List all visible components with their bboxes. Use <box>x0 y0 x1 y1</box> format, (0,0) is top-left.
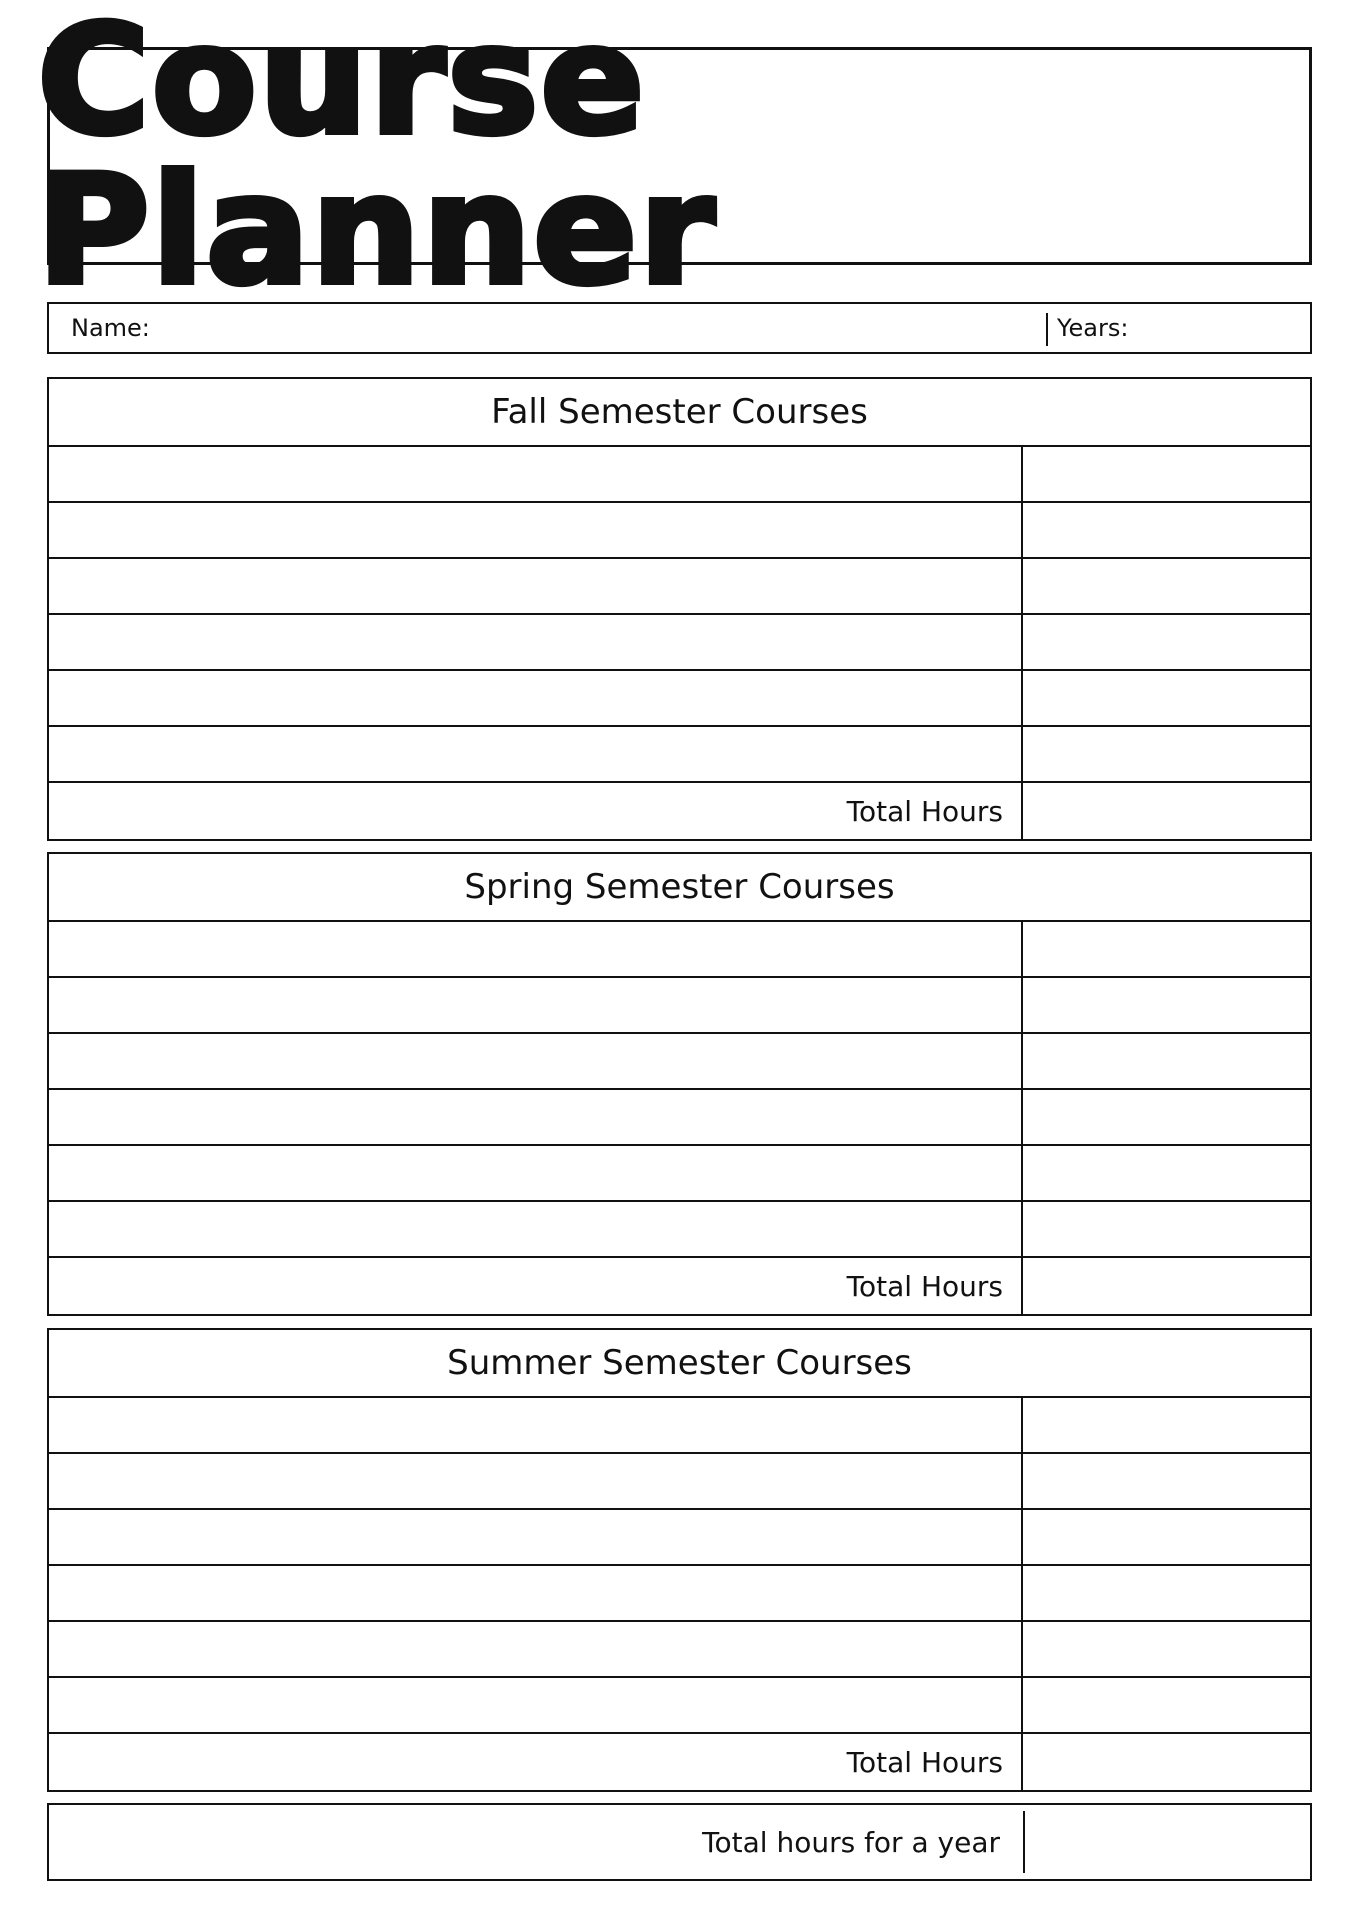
table-row[interactable] <box>49 559 1310 615</box>
table-row[interactable] <box>49 1622 1310 1678</box>
table-row[interactable] <box>49 615 1310 671</box>
total-row <box>49 783 1310 839</box>
table-row[interactable] <box>49 447 1310 503</box>
course-cell[interactable] <box>49 559 1023 613</box>
hours-cell[interactable] <box>1023 922 1310 976</box>
course-cell[interactable] <box>49 1202 1023 1256</box>
section-title: Summer Semester Courses <box>49 1330 1310 1398</box>
table-row[interactable] <box>49 1034 1310 1090</box>
hours-cell[interactable] <box>1023 1510 1310 1564</box>
table-row[interactable] <box>49 1090 1310 1146</box>
year-total-label: Total hours for a year <box>702 1826 1000 1859</box>
hours-cell[interactable] <box>1023 1678 1310 1732</box>
table-row[interactable] <box>49 1202 1310 1258</box>
hours-cell[interactable] <box>1023 1146 1310 1200</box>
years-field[interactable]: Years: <box>1057 314 1129 342</box>
course-cell[interactable] <box>49 1146 1023 1200</box>
hours-cell[interactable] <box>1023 615 1310 669</box>
hours-cell[interactable] <box>1023 1034 1310 1088</box>
hours-cell[interactable] <box>1023 1202 1310 1256</box>
course-cell[interactable] <box>49 1454 1023 1508</box>
total-hours-cell[interactable] <box>1023 1258 1310 1314</box>
total-row <box>49 1258 1310 1314</box>
section-title: Spring Semester Courses <box>49 854 1310 922</box>
course-cell[interactable] <box>49 1398 1023 1452</box>
info-bar <box>47 302 1312 354</box>
course-cell[interactable] <box>49 1510 1023 1564</box>
total-hours-label: Total Hours <box>49 783 1023 839</box>
table-row[interactable] <box>49 1146 1310 1202</box>
table-row[interactable] <box>49 727 1310 783</box>
hours-cell[interactable] <box>1023 1398 1310 1452</box>
total-hours-cell[interactable] <box>1023 783 1310 839</box>
name-field[interactable]: Name: <box>71 314 150 342</box>
total-hours-cell[interactable] <box>1023 1734 1310 1790</box>
table-row[interactable] <box>49 1510 1310 1566</box>
hours-cell[interactable] <box>1023 978 1310 1032</box>
table-row[interactable] <box>49 1566 1310 1622</box>
table-row[interactable] <box>49 1678 1310 1734</box>
title-box <box>37 0 1312 318</box>
course-cell[interactable] <box>49 727 1023 781</box>
total-hours-label: Total Hours <box>49 1258 1023 1314</box>
course-cell[interactable] <box>49 1678 1023 1732</box>
table-row[interactable] <box>49 1398 1310 1454</box>
section-fall <box>47 377 1312 841</box>
course-cell[interactable] <box>49 1566 1023 1620</box>
hours-cell[interactable] <box>1023 1454 1310 1508</box>
course-cell[interactable] <box>49 447 1023 501</box>
table-row[interactable] <box>49 1454 1310 1510</box>
course-cell[interactable] <box>49 503 1023 557</box>
info-divider <box>1046 313 1048 346</box>
course-cell[interactable] <box>49 922 1023 976</box>
course-cell[interactable] <box>49 978 1023 1032</box>
section-summer <box>47 1328 1312 1792</box>
hours-cell[interactable] <box>1023 559 1310 613</box>
table-row[interactable] <box>49 978 1310 1034</box>
section-spring <box>47 852 1312 1316</box>
hours-cell[interactable] <box>1023 671 1310 725</box>
hours-cell[interactable] <box>1023 1566 1310 1620</box>
year-total-divider <box>1023 1811 1025 1873</box>
table-row[interactable] <box>49 922 1310 978</box>
section-title: Fall Semester Courses <box>49 379 1310 447</box>
table-row[interactable] <box>49 503 1310 559</box>
total-hours-label: Total Hours <box>49 1734 1023 1790</box>
course-cell[interactable] <box>49 615 1023 669</box>
year-total-box <box>47 1803 1312 1881</box>
total-row <box>49 1734 1310 1790</box>
course-cell[interactable] <box>49 1090 1023 1144</box>
hours-cell[interactable] <box>1023 1622 1310 1676</box>
course-cell[interactable] <box>49 1622 1023 1676</box>
hours-cell[interactable] <box>1023 447 1310 501</box>
hours-cell[interactable] <box>1023 503 1310 557</box>
table-row[interactable] <box>49 671 1310 727</box>
course-cell[interactable] <box>49 1034 1023 1088</box>
hours-cell[interactable] <box>1023 727 1310 781</box>
course-cell[interactable] <box>49 671 1023 725</box>
page-title: Course Planner <box>37 0 717 318</box>
hours-cell[interactable] <box>1023 1090 1310 1144</box>
